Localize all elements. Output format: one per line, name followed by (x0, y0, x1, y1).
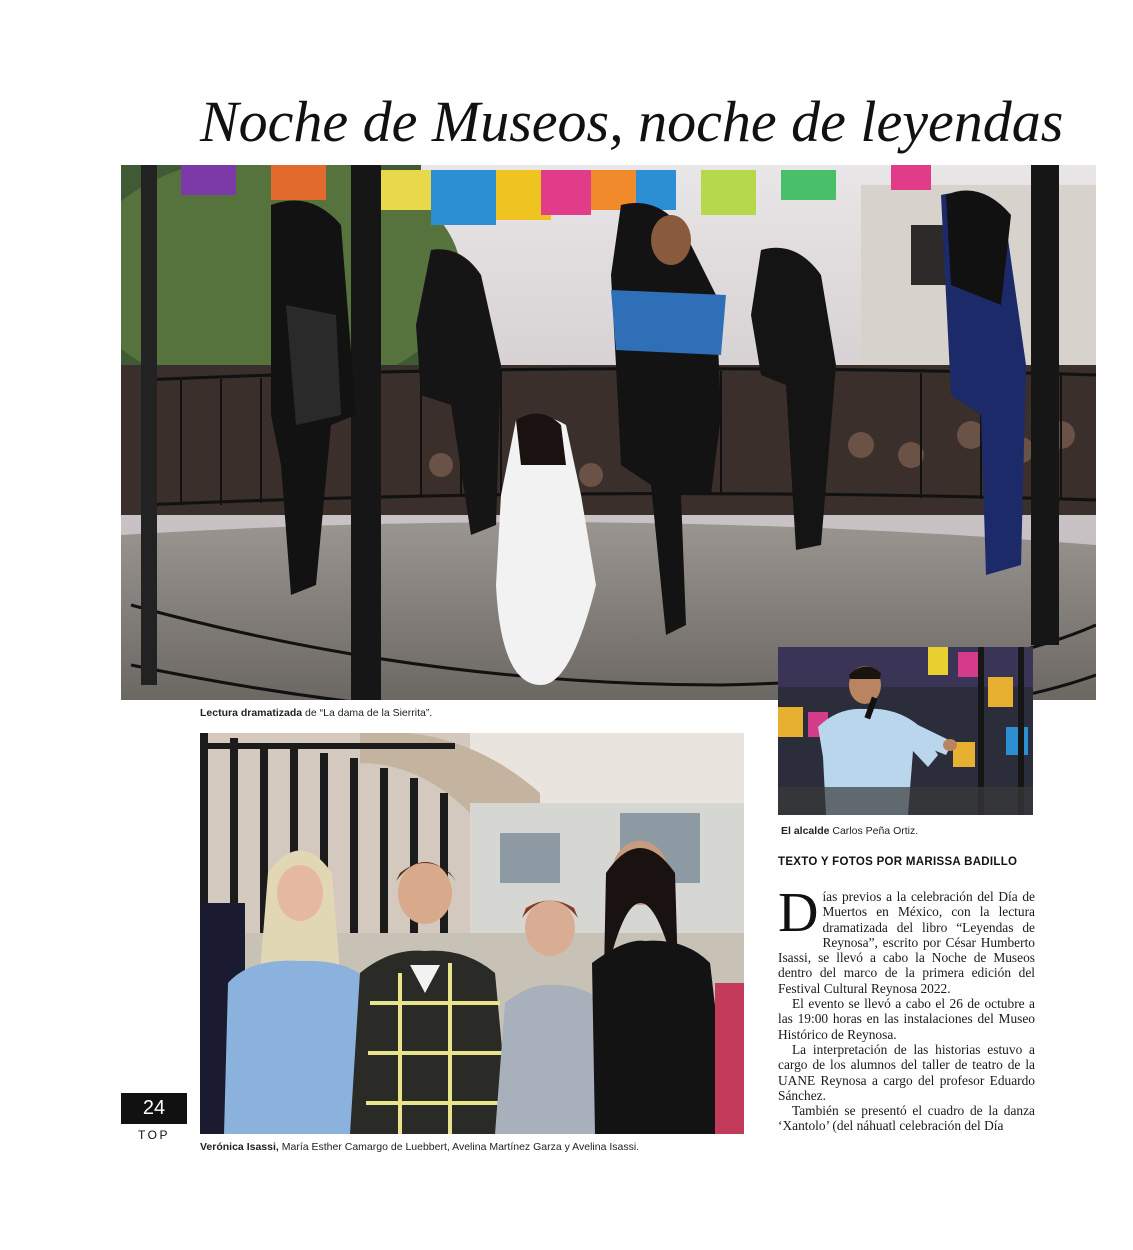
magazine-name: TOP (138, 1128, 170, 1142)
caption-text: Carlos Peña Ortiz. (829, 825, 919, 837)
article-paragraph (778, 889, 1035, 996)
group-photo-caption (200, 1141, 639, 1154)
article-paragraph: El evento se llevó a cabo el 26 de octubre a las 19:00 horas en las instalaciones del Museo Histórico de Reynosa. (778, 996, 1035, 1042)
article-paragraph: También se presentó el cuadro de la danza ‘Xantolo’ (del náhuatl celebración del Día (778, 1103, 1035, 1134)
article-body (778, 889, 1035, 1154)
caption-bold: Lectura dramatizada (200, 707, 303, 719)
caption-text: de “La dama de la Sierrita”. (302, 707, 433, 719)
main-photo-caption (200, 707, 432, 720)
caption-bold: Verónica Isassi, (200, 1141, 279, 1153)
caption-bold: El alcalde (781, 825, 830, 837)
drop-cap: D (778, 889, 819, 944)
mayor-photo-caption (781, 825, 918, 838)
paragraph-text: ías previos a la celebración del Día de Muertos en México, con la lectura dramatizada del libro “Leyendas de Reynosa”, escrito por César Humberto Isassi, se llevó a cabo la Noche de Museos dentro del marco de la primera edición del Festival Cultural Reynosa 2022. (778, 889, 1035, 996)
byline: TEXTO Y FOTOS POR MARISSA BADILLO (778, 856, 1018, 868)
article-paragraph: La interpretación de las historias estuvo a cargo de los alumnos del taller de teatro de la UANE Reynosa a cargo del profesor Eduardo Sánchez. (778, 1041, 1035, 1103)
main-photo (121, 165, 1096, 700)
article-title: Noche de Museos, noche de leyendas (200, 89, 1064, 154)
page-number: 24 (121, 1093, 187, 1124)
mayor-photo (778, 647, 1033, 815)
group-photo (200, 733, 744, 1134)
caption-text: María Esther Camargo de Luebbert, Avelina Martínez Garza y Avelina Isassi. (278, 1141, 640, 1153)
